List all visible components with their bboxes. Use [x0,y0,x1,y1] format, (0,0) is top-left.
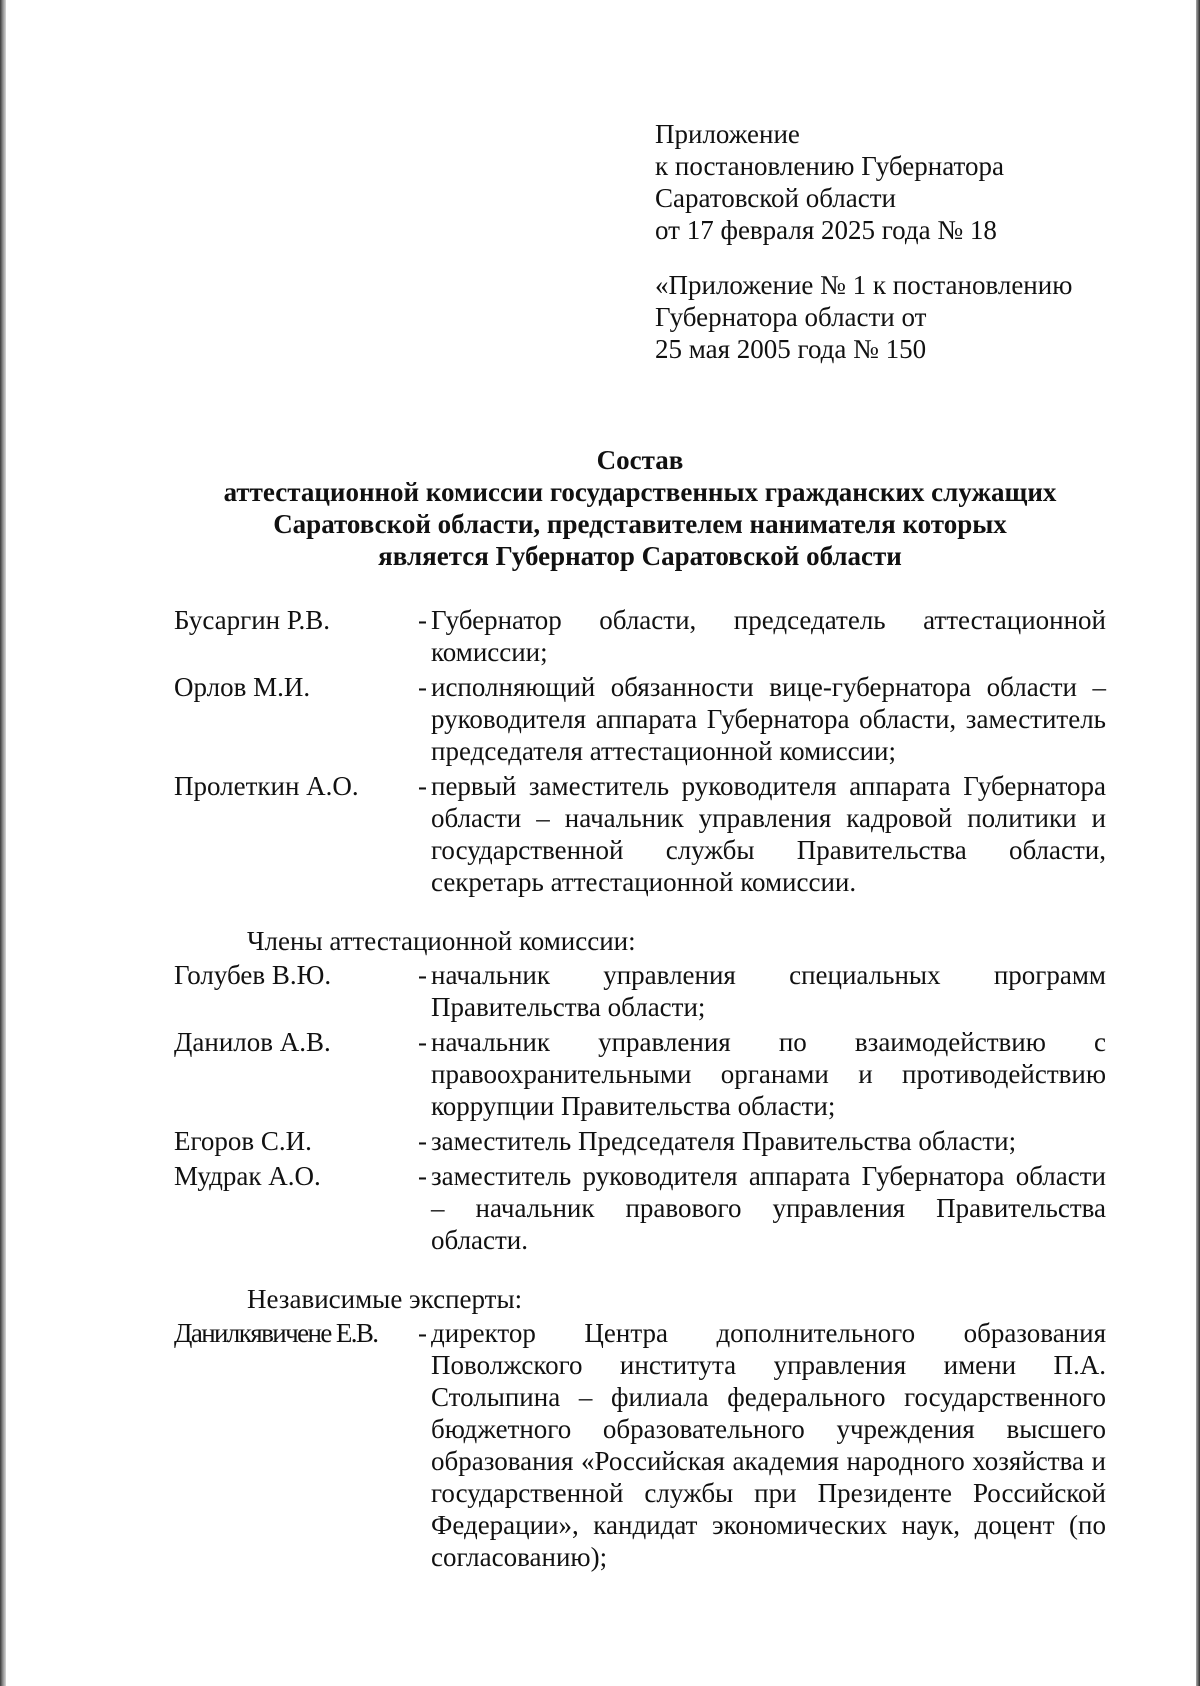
annex-line: к постановлению Губернатора [655,151,1004,181]
annex-quote-line: Губернатора области от [655,302,927,332]
entry-dash: - [418,771,427,801]
scan-edge-left [0,0,6,1686]
member-name: Данилов А.В. [174,1027,331,1057]
roster-entry-deputy-chairman [174,671,1106,767]
member-position: первый заместитель руководителя аппарата Губернатора области – начальник управления кадровой политики и государственной службы Правительства области, секретарь аттестационной комиссии. [431,771,1106,897]
commission-roster [174,604,1106,1576]
member-position: Губернатор области, председатель аттестационной комиссии; [431,605,1106,667]
roster-entry-member [174,1160,1106,1256]
expert-position: директор Центра дополнительного образования Поволжского института управления имени П.А. Столыпина – филиала федерального государственного бюджетного образовательного учреждения высшего образования «Российская академия народного хозяйства и государственной службы при Президенте Российской Федерации», кандидат экономических наук, доцент (по согласованию); [431,1318,1106,1572]
members-heading: Члены аттестационной комиссии: [247,926,636,956]
annex-line: Саратовской области [655,183,896,213]
entry-dash: - [418,1027,427,1057]
annex-block [655,118,1072,365]
roster-entry-member [174,959,1106,1023]
document-title [160,444,1120,572]
annex-line: от 17 февраля 2025 года № 18 [655,215,997,245]
entry-dash: - [418,1126,427,1156]
member-name: Пролеткин А.О. [174,771,359,801]
entry-dash: - [418,1161,427,1191]
title-line: Саратовской области, представителем нанимателя которых [273,509,1007,539]
member-name: Голубев В.Ю. [174,960,332,990]
experts-heading: Независимые эксперты: [247,1284,523,1314]
title-line: аттестационной комиссии государственных гражданских служащих [223,477,1057,507]
member-name: Мудрак А.О. [174,1161,321,1191]
annex-gap [655,246,1072,269]
title-line: является Губернатор Саратовской области [378,541,902,571]
roster-entry-chairman [174,604,1106,668]
member-name: Орлов М.И. [174,672,311,702]
member-position: заместитель руководителя аппарата Губернатора области – начальник правового управления Правительства области. [431,1161,1106,1255]
expert-name: Данилкявичене Е.В. [174,1318,378,1348]
roster-entry-member [174,1026,1106,1122]
entry-dash: - [418,605,427,635]
title-heading: Состав [596,445,684,475]
member-position: начальник управления по взаимодействию с правоохранительными органами и противодействию коррупции Правительства области; [431,1027,1106,1121]
annex-line: Приложение [655,119,800,149]
annex-quote-line: «Приложение № 1 к постановлению [655,270,1073,300]
member-name: Егоров С.И. [174,1126,312,1156]
roster-entry-member [174,1125,1106,1157]
entry-dash: - [418,672,427,702]
scan-edge-right [1196,0,1200,1686]
member-name: Бусаргин Р.В. [174,605,331,635]
member-position: начальник управления специальных программ Правительства области; [431,960,1106,1022]
member-position: заместитель Председателя Правительства области; [431,1126,1017,1156]
roster-entry-secretary [174,770,1106,898]
member-position: исполняющий обязанности вице-губернатора области – руководителя аппарата Губернатора области, заместитель председателя аттестационной комиссии; [431,672,1106,766]
entry-dash: - [418,960,427,990]
annex-quote-line: 25 мая 2005 года № 150 [655,334,927,364]
entry-dash: - [418,1318,427,1348]
roster-entry-expert [174,1317,1106,1573]
